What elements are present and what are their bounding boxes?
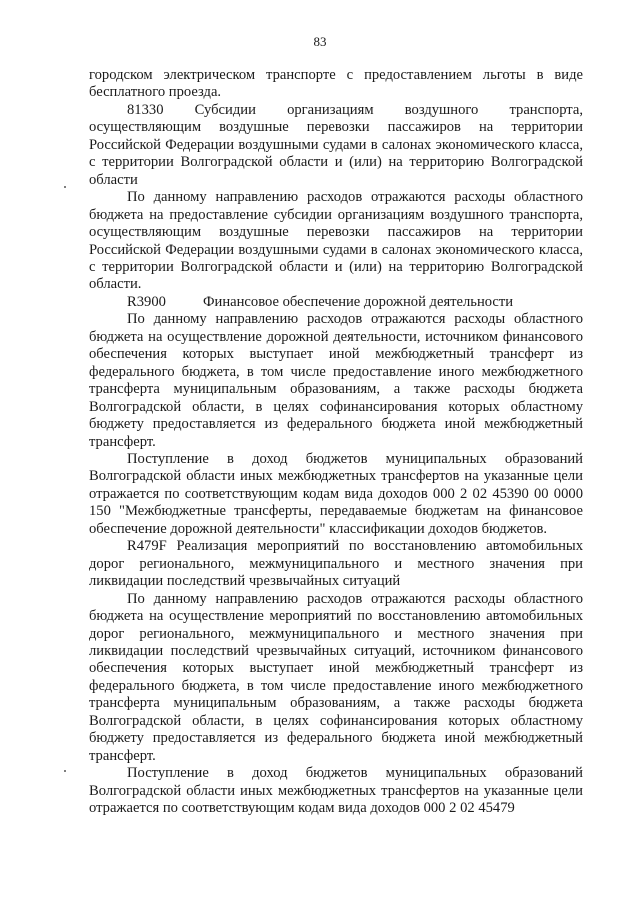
paragraph: Поступление в доход бюджетов муниципальных образований Волгоградской области иных межбюджетных трансфертов на указанные цели отражается по соответствующим кодам вида доходов 000 2 02 45390 00 0000 150 "Межбюджетные трансферты, передаваемые бюджетам на финансовое обеспечение дорожной деятельности" классификации доходов бюджетов. (89, 450, 583, 537)
section-code: R3900 (127, 293, 166, 310)
document-body (89, 67, 583, 817)
paragraph: По данному направлению расходов отражаются расходы областного бюджета на осуществление мероприятий по восстановлению автомобильных дорог регионального, межмуниципального и местного значения при ликвидации последствий чрезвычайных ситуаций, источником финансового обеспечения которых выступает иной межбюджетный трансферт из федерального бюджета, в том числе предоставление иного межбюджетного трансферта муниципальным образованиям, а также расходы бюджета Волгоградской области, в целях софинансирования которых областному бюджету предоставляется из федерального бюджета иной межбюджетный трансферт. (89, 590, 583, 764)
margin-mark (64, 770, 66, 772)
paragraph: По данному направлению расходов отражаются расходы областного бюджета на осуществление дорожной деятельности, источником финансового обеспечения которых выступает иной межбюджетный трансферт из федерального бюджета, в том числе предоставление иного межбюджетного трансферта муниципальным образованиям, а также расходы бюджета Волгоградской области, в целях софинансирования которых областному бюджету предоставляется из федерального бюджета иной межбюджетный трансферт. (89, 311, 583, 450)
paragraph: городском электрическом транспорте с предоставлением льготы в виде бесплатного проезда. (89, 67, 583, 101)
paragraph: Поступление в доход бюджетов муниципальных образований Волгоградской области иных межбюджетных трансфертов на указанные цели отражается по соответствующим кодам вида доходов 000 2 02 45479 (89, 765, 583, 817)
section-heading (89, 294, 583, 311)
paragraph: По данному направлению расходов отражаются расходы областного бюджета на предоставление субсидии организациям воздушного транспорта, осуществляющим воздушные перевозки пассажиров на территории Российской Федерации воздушными судами в салонах экономического класса, с территории Волгоградской области и (или) на территорию Волгоградской области. (89, 189, 583, 293)
margin-mark (64, 186, 66, 188)
page-number: 83 (313, 34, 327, 49)
section-heading: R479F Реализация мероприятий по восстановлению автомобильных дорог регионального, межмуниципального и местного значения при ликвидации последствий чрезвычайных ситуаций (89, 538, 583, 590)
section-heading: 81330 Субсидии организациям воздушного транспорта, осуществляющим воздушные перевозки пассажиров на территории Российской Федерации воздушными судами в салонах экономического класса, с территории Волгоградской области и (или) на территорию Волгоградской области (89, 101, 583, 188)
section-title: Финансовое обеспечение дорожной деятельности (203, 293, 514, 310)
